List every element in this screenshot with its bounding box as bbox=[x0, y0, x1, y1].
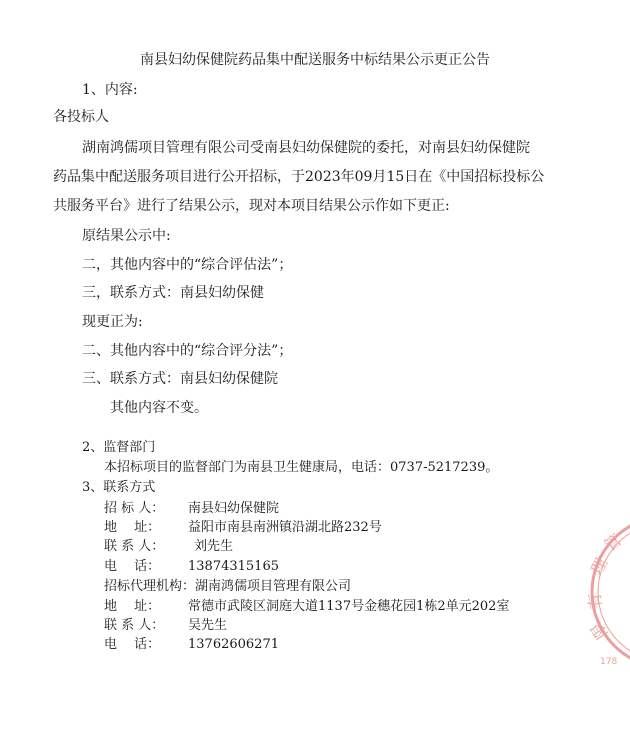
contact-value: 刘先生 bbox=[194, 539, 234, 554]
supervision-text: 本招标项目的监督部门为南县卫生健康局，电话：0737-5217239。 bbox=[104, 460, 499, 475]
corrected-item-3: 三、联系方式：南县妇幼保健院 bbox=[82, 371, 278, 387]
contact-row-phone bbox=[104, 560, 279, 573]
contact-label: 联 系 人： bbox=[104, 539, 165, 554]
contact-value: 湖南鸿儒项目管理有限公司 bbox=[195, 579, 352, 594]
stamp-number: 178 bbox=[600, 657, 618, 667]
contact-value: 常德市武陵区洞庭大道1137号金穗花园1栋2单元202室 bbox=[188, 599, 510, 614]
contact-label: 地 址： bbox=[104, 599, 161, 614]
contact-label: 联 系 人： bbox=[104, 618, 165, 633]
original-item-3: 三，联系方式：南县妇幼保健 bbox=[82, 285, 264, 301]
unchanged-note: 其他内容不变。 bbox=[110, 400, 208, 416]
contact-label: 招标代理机构： bbox=[104, 579, 196, 594]
contact-value: 益阳市南县南洲镇沿湖北路232号 bbox=[188, 520, 382, 535]
original-item-2: 二，其他内容中的“综合评估法”； bbox=[82, 257, 293, 273]
contact-value: 吴先生 bbox=[188, 618, 228, 633]
contact-label: 电 话： bbox=[104, 637, 161, 652]
paragraph-line: 共服务平台》进行了结果公示，现对本项目结果公示作如下更正: bbox=[53, 198, 450, 214]
contact-row-phone bbox=[104, 638, 279, 651]
contact-heading: 3、联系方式 bbox=[82, 480, 156, 495]
contact-row-person bbox=[104, 540, 233, 553]
contact-row-address bbox=[104, 521, 382, 534]
svg-text:管: 管 bbox=[600, 530, 626, 556]
original-heading: 原结果公示中: bbox=[82, 228, 171, 244]
corrected-item-2: 二、其他内容中的“综合评分法”； bbox=[82, 343, 293, 359]
svg-text:有: 有 bbox=[584, 591, 606, 611]
corrected-heading: 现更正为: bbox=[82, 314, 143, 330]
contact-row-address bbox=[104, 600, 509, 613]
contact-value: 13762606271 bbox=[188, 637, 279, 652]
paragraph-line: 湖南鸿儒项目管理有限公司受南县妇幼保健院的委托，对南县妇幼保健院 bbox=[82, 140, 530, 156]
contact-label: 招 标 人： bbox=[104, 501, 165, 516]
svg-text:理: 理 bbox=[586, 554, 612, 578]
paragraph-line: 药品集中配送服务项目进行公开招标，于2023年09月15日在《中国招标投标公 bbox=[53, 169, 545, 185]
addressee: 各投标人 bbox=[53, 109, 109, 125]
official-seal-stamp bbox=[584, 512, 630, 672]
contact-value: 南县妇幼保健院 bbox=[188, 501, 280, 516]
contact-row-person bbox=[104, 619, 227, 632]
contact-row-tenderer bbox=[104, 502, 279, 515]
supervision-heading: 2、监督部门 bbox=[82, 440, 156, 455]
contact-value: 13874315165 bbox=[188, 559, 279, 574]
contact-label: 地 址： bbox=[104, 520, 161, 535]
svg-text:限: 限 bbox=[586, 618, 612, 643]
content-heading: 1、内容: bbox=[82, 82, 138, 98]
contact-label: 电 话： bbox=[104, 559, 161, 574]
document-title: 南县妇幼保健院药品集中配送服务中标结果公示更正公告 bbox=[140, 52, 490, 68]
contact-row-agency bbox=[104, 580, 351, 593]
